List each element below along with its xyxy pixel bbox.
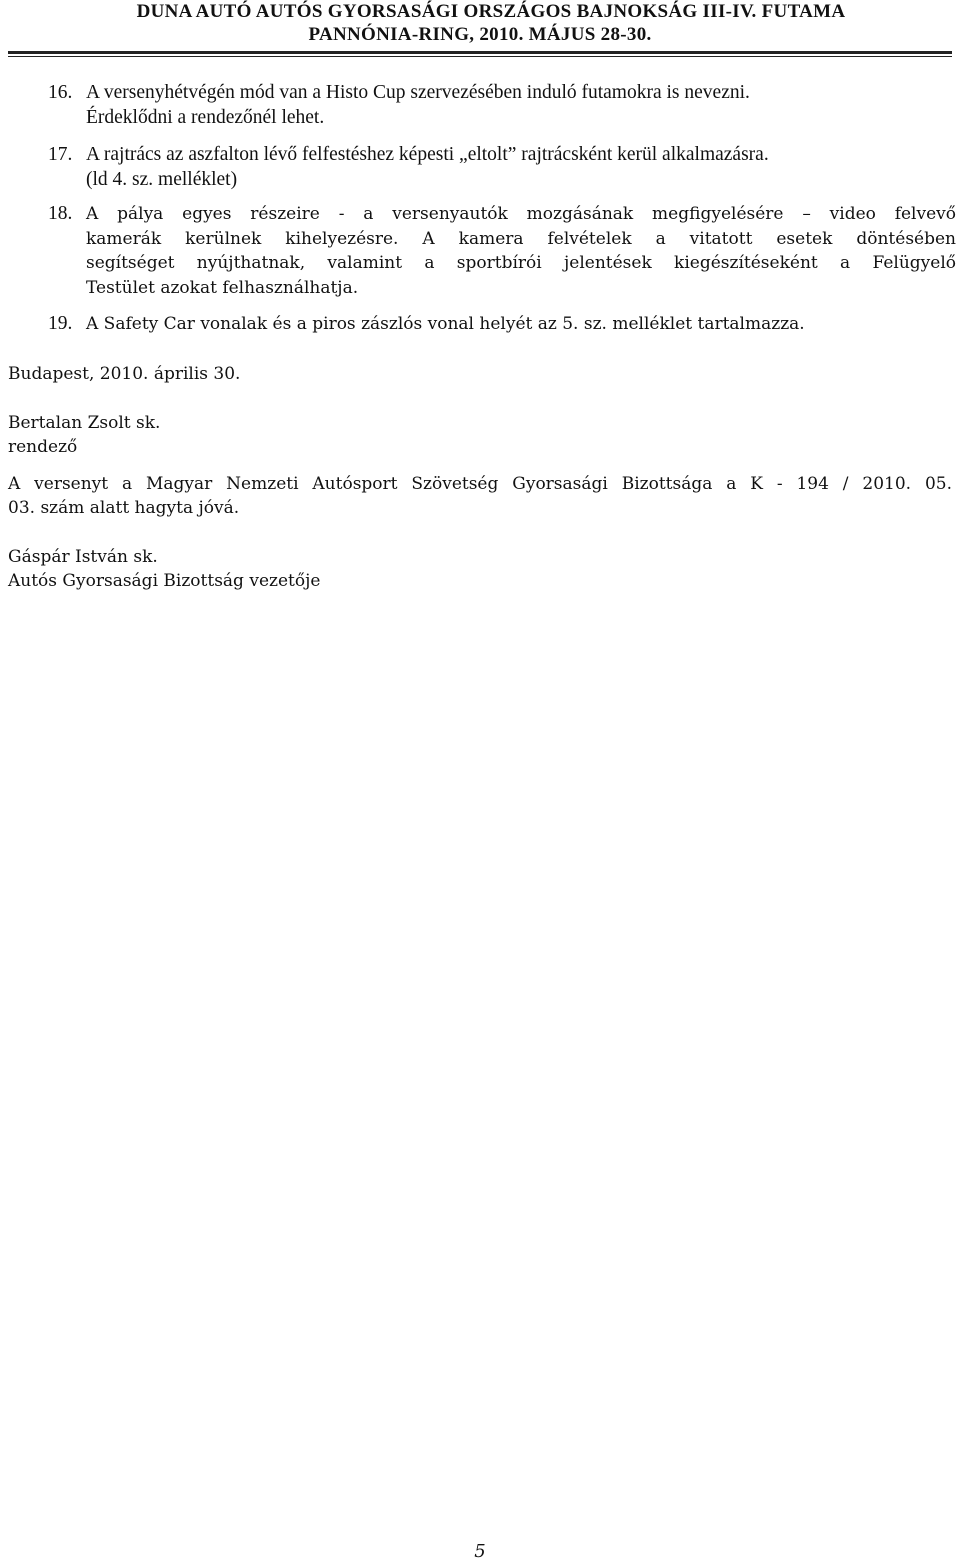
item-number: 19. bbox=[48, 313, 73, 334]
approval-line-2: 03. szám alatt hagyta jóvá. bbox=[8, 498, 240, 518]
item-line: Érdeklődni a rendezőnél lehet. bbox=[86, 107, 325, 128]
header-title-line: DUNA AUTÓ AUTÓS GYORSASÁGI ORSZÁGOS BAJNOKSÁG III-IV. FUTAMA bbox=[136, 1, 846, 22]
item-text bbox=[86, 80, 956, 130]
item-text bbox=[86, 312, 956, 337]
item-line: A Safety Car vonalak és a piros zászlós vonal helyét az 5. sz. melléklet tartalmazza. bbox=[86, 314, 805, 334]
approver-role: Autós Gyorsasági Bizottság vezetője bbox=[8, 571, 321, 591]
header-venue-date-line: PANNÓNIA-RING, 2010. MÁJUS 28-30. bbox=[308, 24, 652, 45]
item-line: kamerák kerülnek kihelyezésre. A kamera felvételek a vitatott esetek döntésében bbox=[86, 228, 956, 249]
organizer-name: Bertalan Zsolt sk. bbox=[8, 413, 161, 433]
item-number: 17. bbox=[48, 144, 73, 165]
organizer-role: rendező bbox=[8, 437, 78, 457]
approver-name: Gáspár István sk. bbox=[8, 547, 158, 567]
item-number: 18. bbox=[48, 203, 73, 224]
page-number: 5 bbox=[474, 1541, 486, 1562]
item-line: A versenyhétvégén mód van a Histo Cup szervezésében induló futamokra is nevezni. bbox=[86, 82, 750, 103]
header-rule-thin bbox=[8, 56, 952, 57]
item-line: segítséget nyújthatnak, valamint a sportbírói jelentések kiegészítéseként a Felügyelő bbox=[86, 253, 956, 273]
item-line: A rajtrács az aszfalton lévő felfestéshez képesti „eltolt” rajtrácsként kerül alkalmazásra. bbox=[86, 144, 769, 165]
item-line: Testület azokat felhasználhatja. bbox=[86, 277, 359, 298]
item-line: (ld 4. sz. melléklet) bbox=[86, 169, 238, 190]
item-text bbox=[86, 142, 956, 192]
approval-line-1: A versenyt a Magyar Nemzeti Autósport Szövetség Gyorsasági Bizottsága a K - 194 / 2010. 05. bbox=[8, 474, 952, 494]
place-date: Budapest, 2010. április 30. bbox=[8, 364, 241, 384]
item-number: 16. bbox=[48, 82, 73, 103]
item-line: A pálya egyes részeire - a versenyautók mozgásának megfigyelésére – video felvevő bbox=[86, 204, 956, 224]
item-text bbox=[86, 202, 956, 300]
header-rule-thick bbox=[8, 51, 952, 54]
